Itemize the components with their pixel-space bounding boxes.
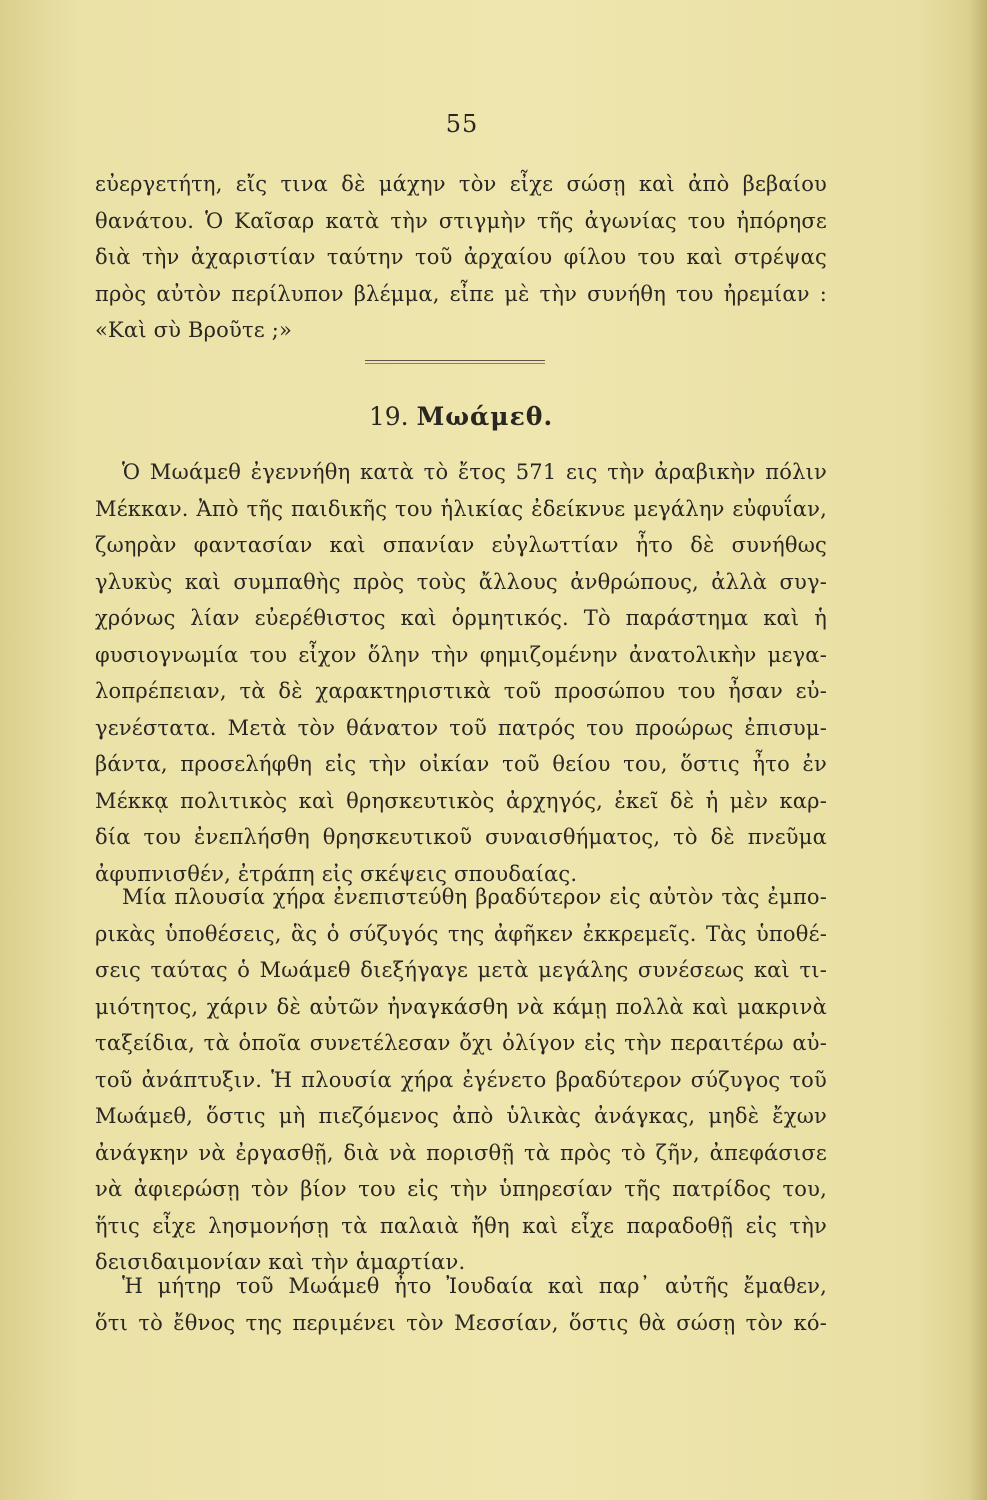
paragraph-1 xyxy=(95,454,827,892)
section-divider xyxy=(365,360,545,364)
text-line: Μία πλουσία χήρα ἐνεπιστεύθη βραδύτερον εἰς αὐτὸν τὰς ἐμπο- xyxy=(122,885,827,909)
page-number: 55 xyxy=(445,110,479,138)
text-line: δία του ἐνεπλήσθη θρησκευτικοῦ συναισθήματος, τὸ δὲ πνεῦμα xyxy=(95,825,827,849)
text-line: διὰ τὴν ἀχαριστίαν ταύτην τοῦ ἀρχαίου φίλου του καὶ στρέψας xyxy=(95,245,827,269)
text-line: γενέστατα. Μετὰ τὸν θάνατον τοῦ πατρός του προώρως ἐπισυμ- xyxy=(95,715,827,740)
text-line: φυσιογνωμία του εἶχον ὅλην τὴν φημιζομένην ἀνατολικὴν μεγα- xyxy=(95,642,827,667)
text-line: νὰ ἀφιερώσῃ τὸν βίον του εἰς τὴν ὑπηρεσίαν τῆς πατρίδος του, xyxy=(95,1177,827,1201)
intro-paragraph xyxy=(95,166,827,349)
text-line: Ὁ Μωάμεθ ἐγεννήθη κατὰ τὸ ἔτος 571 εις τὴν ἀραβικὴν πόλιν xyxy=(122,460,827,484)
text-line: χρόνως λίαν εὐερέθιστος καὶ ὁρμητικός. Τὸ παράστημα καὶ ἡ xyxy=(95,606,827,630)
text-line: Μέκκαν. Ἀπὸ τῆς παιδικῆς του ἡλικίας ἐδείκνυε μεγάλην εὐφυΐαν, xyxy=(95,496,827,521)
paragraph-3 xyxy=(95,1268,827,1341)
text-line: λοπρέπειαν, τὰ δὲ χαρακτηριστικὰ τοῦ προσώπου του ἦσαν εὐ- xyxy=(95,679,827,703)
text-line: θανάτου. Ὁ Καῖσαρ κατὰ τὴν στιγμὴν τῆς ἀγωνίας του ἠπόρησε xyxy=(95,208,827,233)
text-line: Ἡ μήτηρ τοῦ Μωάμεθ ἦτο Ἰουδαία καὶ παρ᾽ αὐτῆς ἔμαθεν, xyxy=(122,1274,827,1298)
text-line: ἥτις εἶχε λησμονήσῃ τὰ παλαιὰ ἤθη καὶ εἶχε παραδοθῇ εἰς τὴν xyxy=(95,1213,827,1238)
text-line: ἀφυπνισθέν, ἐτράπη εἰς σκέψεις σπουδαίας. xyxy=(95,861,578,886)
text-line: δεισιδαιμονίαν καὶ τὴν ἁμαρτίαν. xyxy=(95,1250,466,1274)
paragraph-2 xyxy=(95,879,827,1281)
section-heading xyxy=(95,402,827,431)
text-line: ρικὰς ὑποθέσεις, ἃς ὁ σύζυγός της ἀφῆκεν ἐκκρεμεῖς. Τὰς ὑποθέ- xyxy=(95,921,827,946)
text-line: εὐεργετήτη, εἴς τινα δὲ μάχην τὸν εἶχε σώσῃ καὶ ἀπὸ βεβαίου xyxy=(95,172,827,196)
text-line: «Καὶ σὺ Βροῦτε ;» xyxy=(95,318,293,342)
text-line: ὅτι τὸ ἔθνος της περιμένει τὸν Μεσσίαν, ὅστις θὰ σώσῃ τὸν κό- xyxy=(95,1310,827,1335)
text-line: πρὸς αὐτὸν περίλυπον βλέμμα, εἶπε μὲ τὴν συνήθη του ἠρεμίαν : xyxy=(95,281,827,306)
text-line: βάντα, προσελήφθη εἰς τὴν οἰκίαν τοῦ θείου του, ὅστις ἦτο ἐν xyxy=(95,752,827,776)
text-line: ζωηρὰν φαντασίαν καὶ σπανίαν εὐγλωττίαν ἦτο δὲ συνήθως xyxy=(95,533,827,557)
text-line: Μωάμεθ, ὅστις μὴ πιεζόμενος ἀπὸ ὑλικὰς ἀνάγκας, μηδὲ ἔχων xyxy=(95,1104,827,1128)
section-number: 19. xyxy=(368,402,409,431)
text-line: ἀνάγκην νὰ ἐργασθῇ, διὰ νὰ πορισθῇ τὰ πρὸς τὸ ζῆν, ἀπεφάσισε xyxy=(95,1140,827,1165)
text-line: τοῦ ἀνάπτυξιν. Ἡ πλουσία χήρα ἐγένετο βραδύτερον σύζυγος τοῦ xyxy=(95,1067,827,1092)
text-line: γλυκὺς καὶ συμπαθὴς πρὸς τοὺς ἄλλους ἀνθρώπους, ἀλλὰ συγ- xyxy=(95,569,827,594)
section-title: Μωάμεθ. xyxy=(416,402,554,431)
text-line: ταξείδια, τὰ ὁποῖα συνετέλεσαν ὄχι ὀλίγον εἰς τὴν περαιτέρω αὐ- xyxy=(95,1031,827,1055)
text-line: σεις ταύτας ὁ Μωάμεθ διεξήγαγε μετὰ μεγάλης συνέσεως καὶ τι- xyxy=(95,958,827,982)
text-line: Μέκκᾳ πολιτικὸς καὶ θρησκευτικὸς ἀρχηγός, ἐκεῖ δὲ ἡ μὲν καρ- xyxy=(95,788,827,813)
text-line: μιότητος, χάριν δὲ αὐτῶν ἠναγκάσθη νὰ κάμῃ πολλὰ καὶ μακρινὰ xyxy=(95,994,827,1019)
